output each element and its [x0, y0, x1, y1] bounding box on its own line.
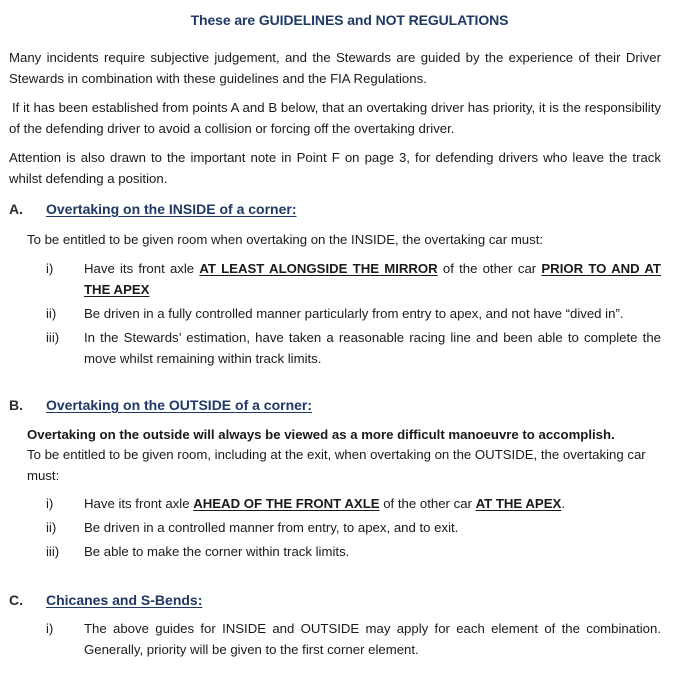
section-b-item-3 — [46, 541, 661, 562]
section-c-title: Chicanes and S-Bends: — [46, 592, 203, 608]
item-text-part: . — [561, 496, 565, 511]
document-title: These are GUIDELINES and NOT REGULATIONS — [190, 12, 509, 28]
item-text: Be driven in a fully controlled manner particularly from entry to apex, and not have “dived in”. — [84, 306, 624, 321]
item-number: i) — [46, 621, 54, 636]
section-b-item-2 — [46, 517, 661, 538]
section-b-item-1 — [46, 493, 661, 514]
section-b-intro: To be entitled to be given room, including at the exit, when overtaking on the OUTSIDE, the overtaking car must: — [27, 447, 646, 483]
item-emphasis: AHEAD OF THE FRONT AXLE — [193, 496, 380, 511]
item-number: ii) — [46, 520, 57, 535]
item-text-part: of the other car — [437, 261, 542, 276]
item-text: Be driven in a controlled manner from entry, to apex, and to exit. — [84, 520, 459, 535]
intro-paragraph-stewards: Many incidents require subjective judgement, and the Stewards are guided by the experience of their Driver Stewards in combination with these guidelines and the FIA Regulations. — [9, 50, 661, 86]
item-emphasis: AT LEAST ALONGSIDE THE MIRROR — [199, 261, 438, 276]
item-emphasis: AT THE APEX — [475, 496, 562, 511]
section-a-item-3 — [46, 327, 661, 369]
section-a-title: Overtaking on the INSIDE of a corner: — [46, 201, 297, 217]
section-b-note: Overtaking on the outside will always be viewed as a more difficult manoeuvre to accomplish. — [27, 427, 615, 442]
item-text: Be able to make the corner within track limits. — [84, 544, 350, 559]
section-b-title: Overtaking on the OUTSIDE of a corner: — [46, 397, 313, 413]
section-b-heading — [9, 397, 312, 413]
item-text: In the Stewards’ estimation, have taken a reasonable racing line and been able to complete the move whilst remaining within track limits. — [84, 330, 661, 366]
section-c-item-1 — [46, 618, 661, 660]
intro-paragraph-attention: Attention is also drawn to the important note in Point F on page 3, for defending drivers who leave the track whilst defending a position. — [9, 150, 661, 186]
item-text-part: of the other car — [379, 496, 476, 511]
item-text-part: Have its front axle — [84, 496, 194, 511]
item-number: iii) — [46, 330, 60, 345]
item-text-part: Have its front axle — [84, 261, 200, 276]
item-number: i) — [46, 261, 54, 276]
section-a-item-2 — [46, 303, 661, 324]
section-a-letter: A. — [9, 201, 23, 217]
item-number: iii) — [46, 544, 60, 559]
section-a-intro: To be entitled to be given room when overtaking on the INSIDE, the overtaking car must: — [27, 232, 544, 247]
item-text — [84, 258, 661, 300]
section-a-heading — [9, 201, 297, 217]
intro-paragraph-priority: If it has been established from points A and B below, that an overtaking driver has priority, it is the responsibility of the defending driver to avoid a collision or forcing off the overtaking driver. — [9, 100, 661, 136]
section-c-heading — [9, 592, 202, 608]
section-c-letter: C. — [9, 592, 23, 608]
item-text: The above guides for INSIDE and OUTSIDE may apply for each element of the combination. Generally, priority will be given to the first corner element. — [84, 621, 661, 657]
section-b-letter: B. — [9, 397, 23, 413]
item-emphasis: PRIOR TO AND AT THE APEX — [84, 261, 661, 297]
section-a-item-1 — [46, 258, 661, 300]
item-number: ii) — [46, 306, 57, 321]
item-number: i) — [46, 496, 54, 511]
item-text — [84, 493, 661, 514]
